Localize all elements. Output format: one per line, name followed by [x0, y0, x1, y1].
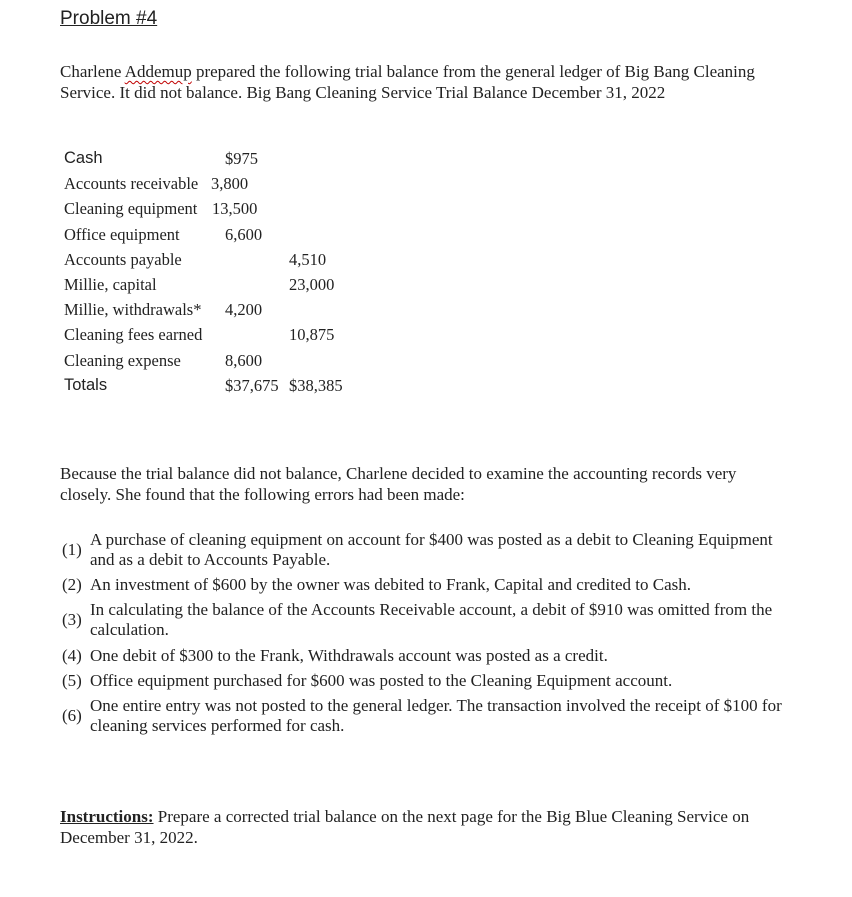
- error-text: In calculating the balance of the Accounts Receivable account, a debit of $910 was omitted from the calculation.: [90, 600, 773, 639]
- error-number: (3): [62, 610, 82, 629]
- tb-account-name: Totals: [64, 375, 108, 394]
- tb-row-cash: [62, 147, 362, 172]
- intro-text-after: prepared the following trial balance from the general ledger of Big Bang Cleaning Service. It did not balance. Big Bang Cleaning Service Trial Balance December 31, 2022: [60, 62, 755, 102]
- tb-credit-total: $38,385: [289, 375, 343, 395]
- error-item: [62, 646, 792, 671]
- error-number: (2): [62, 575, 82, 594]
- error-number: (4): [62, 646, 82, 665]
- errors-intro-paragraph: Because the trial balance did not balance, Charlene decided to examine the accounting records very closely. She found that the following errors had been made:: [60, 464, 737, 504]
- tb-row-millie-withdrawals: [62, 298, 362, 323]
- error-text: One entire entry was not posted to the general ledger. The transaction involved the receipt of $100 for cleaning services performed for cash.: [90, 696, 782, 735]
- tb-row-cleaning-expense: [62, 349, 362, 374]
- page-title: Problem #4: [60, 8, 158, 29]
- intro-paragraph: [60, 62, 790, 103]
- tb-account-name: Cash: [64, 149, 103, 167]
- tb-row-accounts-payable: [62, 248, 362, 273]
- intro-text-before: Charlene: [60, 62, 125, 81]
- error-item: [62, 696, 792, 740]
- tb-account-name: Accounts receivable: [64, 174, 199, 194]
- instructions-label: Instructions:: [60, 807, 154, 826]
- tb-credit: 10,875: [289, 325, 335, 345]
- tb-row-cleaning-equipment: [62, 197, 362, 222]
- trial-balance-table: [62, 147, 362, 399]
- error-text: Office equipment purchased for $600 was posted to the Cleaning Equipment account.: [90, 671, 673, 690]
- tb-account-name: Office equipment: [64, 224, 180, 244]
- tb-debit: $975: [225, 149, 258, 168]
- tb-row-accounts-receivable: [62, 172, 362, 197]
- tb-debit: 8,600: [225, 350, 263, 370]
- tb-debit: 3,800: [211, 174, 249, 194]
- error-text: An investment of $600 by the owner was debited to Frank, Capital and credited to Cash.: [90, 575, 692, 594]
- tb-account-name: Millie, capital: [64, 274, 157, 294]
- tb-row-totals: [62, 374, 362, 399]
- tb-account-name: Accounts payable: [64, 249, 182, 269]
- instructions-text: Prepare a corrected trial balance on the next page for the Big Blue Cleaning Service on December 31, 2022.: [60, 807, 750, 847]
- errors-list: [62, 530, 792, 740]
- error-text: A purchase of cleaning equipment on account for $400 was posted as a debit to Cleaning Equipment and as a debit to Accounts Payable.: [90, 530, 773, 569]
- tb-credit: 23,000: [289, 274, 335, 294]
- tb-account-name: Millie, withdrawals*: [64, 300, 202, 320]
- error-number: (1): [62, 540, 82, 559]
- tb-account-name: Cleaning expense: [64, 350, 181, 370]
- tb-debit-total: $37,675: [225, 375, 279, 395]
- tb-row-cleaning-fees-earned: [62, 323, 362, 348]
- tb-account-name: Cleaning equipment: [64, 199, 198, 219]
- intro-name: Addemup: [124, 62, 192, 81]
- instructions-paragraph: [60, 806, 780, 848]
- tb-debit: 13,500: [212, 199, 258, 219]
- tb-row-office-equipment: [62, 223, 362, 248]
- error-item: [62, 530, 792, 575]
- error-item: [62, 671, 792, 696]
- error-number: (6): [62, 706, 82, 725]
- tb-account-name: Cleaning fees earned: [64, 325, 203, 345]
- tb-row-millie-capital: [62, 273, 362, 298]
- error-number: (5): [62, 671, 82, 690]
- tb-debit: 6,600: [225, 224, 263, 244]
- tb-credit: 4,510: [289, 249, 327, 269]
- error-text: One debit of $300 to the Frank, Withdrawals account was posted as a credit.: [90, 646, 608, 665]
- error-item: [62, 575, 792, 600]
- error-item: [62, 600, 792, 646]
- tb-debit: 4,200: [225, 300, 263, 320]
